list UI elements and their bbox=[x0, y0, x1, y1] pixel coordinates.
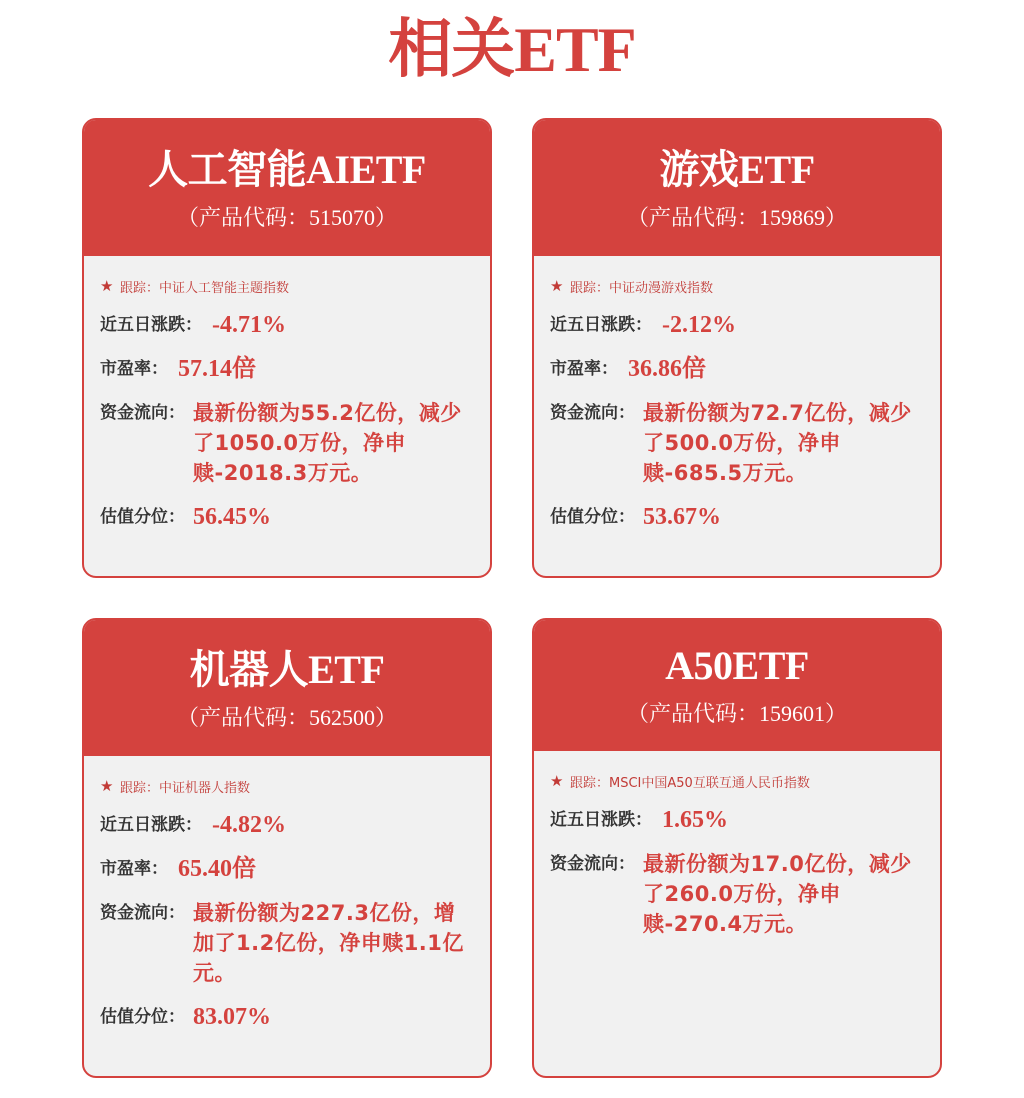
flow-row bbox=[550, 398, 924, 488]
five-day-label: 近五日涨跌： bbox=[550, 810, 652, 830]
product-code: （产品代码：159601） bbox=[626, 701, 847, 726]
flow-label: 资金流向： bbox=[100, 903, 185, 923]
card-body bbox=[84, 256, 490, 532]
flow-value: 最新份额为227.3亿份，增加了1.2亿份，净申赎1.1亿元。 bbox=[193, 901, 464, 985]
valuation-label: 估值分位： bbox=[100, 507, 185, 527]
track-label: 跟踪： bbox=[120, 280, 160, 296]
star-icon: ★ bbox=[100, 777, 114, 795]
pe-row bbox=[100, 354, 474, 384]
five-day-label: 近五日涨跌： bbox=[100, 315, 202, 335]
flow-label: 资金流向： bbox=[100, 403, 185, 423]
valuation-label: 估值分位： bbox=[100, 1007, 185, 1027]
card-body bbox=[84, 756, 490, 1032]
five-day-value: -4.71% bbox=[212, 312, 286, 338]
star-icon: ★ bbox=[550, 277, 564, 295]
five-day-value: 1.65% bbox=[662, 807, 728, 833]
track-label: 跟踪： bbox=[570, 280, 610, 296]
flow-row bbox=[100, 898, 474, 988]
valuation-row bbox=[550, 502, 924, 532]
etf-card-game bbox=[532, 118, 942, 578]
pe-label: 市盈率： bbox=[100, 359, 168, 379]
valuation-value: 53.67% bbox=[643, 504, 721, 530]
track-row bbox=[100, 274, 474, 298]
five-day-row bbox=[100, 810, 474, 840]
flow-label: 资金流向： bbox=[550, 403, 635, 423]
pe-label: 市盈率： bbox=[550, 359, 618, 379]
five-day-row bbox=[100, 310, 474, 340]
five-day-value: -2.12% bbox=[662, 312, 736, 338]
track-label: 跟踪： bbox=[570, 775, 610, 791]
etf-card-ai bbox=[82, 118, 492, 578]
pe-label: 市盈率： bbox=[100, 859, 168, 879]
card-header bbox=[84, 620, 490, 756]
pe-row bbox=[550, 354, 924, 384]
valuation-value: 83.07% bbox=[193, 1004, 271, 1030]
five-day-label: 近五日涨跌： bbox=[100, 815, 202, 835]
flow-value: 最新份额为72.7亿份，减少了500.0万份，净申赎-685.5万元。 bbox=[643, 401, 912, 485]
flow-value: 最新份额为17.0亿份，减少了260.0万份，净申赎-270.4万元。 bbox=[643, 852, 912, 936]
pe-row bbox=[100, 854, 474, 884]
track-index: MSCI中国A50互联互通人民币指数 bbox=[609, 775, 810, 791]
pe-value: 65.40倍 bbox=[178, 856, 256, 882]
flow-row bbox=[100, 398, 474, 488]
product-code: （产品代码：562500） bbox=[176, 705, 397, 730]
five-day-row bbox=[550, 805, 924, 835]
card-title: A50ETF bbox=[665, 643, 809, 688]
track-label: 跟踪： bbox=[120, 780, 160, 796]
card-title: 人工智能AIETF bbox=[148, 147, 426, 192]
five-day-row bbox=[550, 310, 924, 340]
card-header bbox=[84, 120, 490, 256]
card-header bbox=[534, 620, 940, 751]
star-icon: ★ bbox=[550, 772, 564, 790]
etf-card-a50 bbox=[532, 618, 942, 1078]
etf-card-robot bbox=[82, 618, 492, 1078]
flow-value: 最新份额为55.2亿份，减少了1050.0万份，净申赎-2018.3万元。 bbox=[193, 401, 462, 485]
star-icon: ★ bbox=[100, 277, 114, 295]
track-index: 中证动漫游戏指数 bbox=[609, 280, 714, 296]
five-day-value: -4.82% bbox=[212, 812, 286, 838]
flow-row bbox=[550, 849, 924, 939]
track-row bbox=[550, 769, 924, 793]
track-index: 中证机器人指数 bbox=[159, 780, 251, 796]
valuation-row bbox=[100, 1002, 474, 1032]
card-title: 游戏ETF bbox=[659, 147, 815, 192]
pe-value: 57.14倍 bbox=[178, 356, 256, 382]
card-body bbox=[534, 256, 940, 532]
card-title: 机器人ETF bbox=[189, 647, 385, 692]
product-code: （产品代码：159869） bbox=[626, 205, 847, 230]
card-body bbox=[534, 751, 940, 939]
track-index: 中证人工智能主题指数 bbox=[159, 280, 290, 296]
track-row bbox=[100, 774, 474, 798]
valuation-label: 估值分位： bbox=[550, 507, 635, 527]
page-title: 相关ETF bbox=[388, 14, 636, 85]
flow-label: 资金流向： bbox=[550, 854, 635, 874]
product-code: （产品代码：515070） bbox=[176, 205, 397, 230]
track-row bbox=[550, 274, 924, 298]
valuation-value: 56.45% bbox=[193, 504, 271, 530]
valuation-row bbox=[100, 502, 474, 532]
five-day-label: 近五日涨跌： bbox=[550, 315, 652, 335]
card-header bbox=[534, 120, 940, 256]
pe-value: 36.86倍 bbox=[628, 356, 706, 382]
